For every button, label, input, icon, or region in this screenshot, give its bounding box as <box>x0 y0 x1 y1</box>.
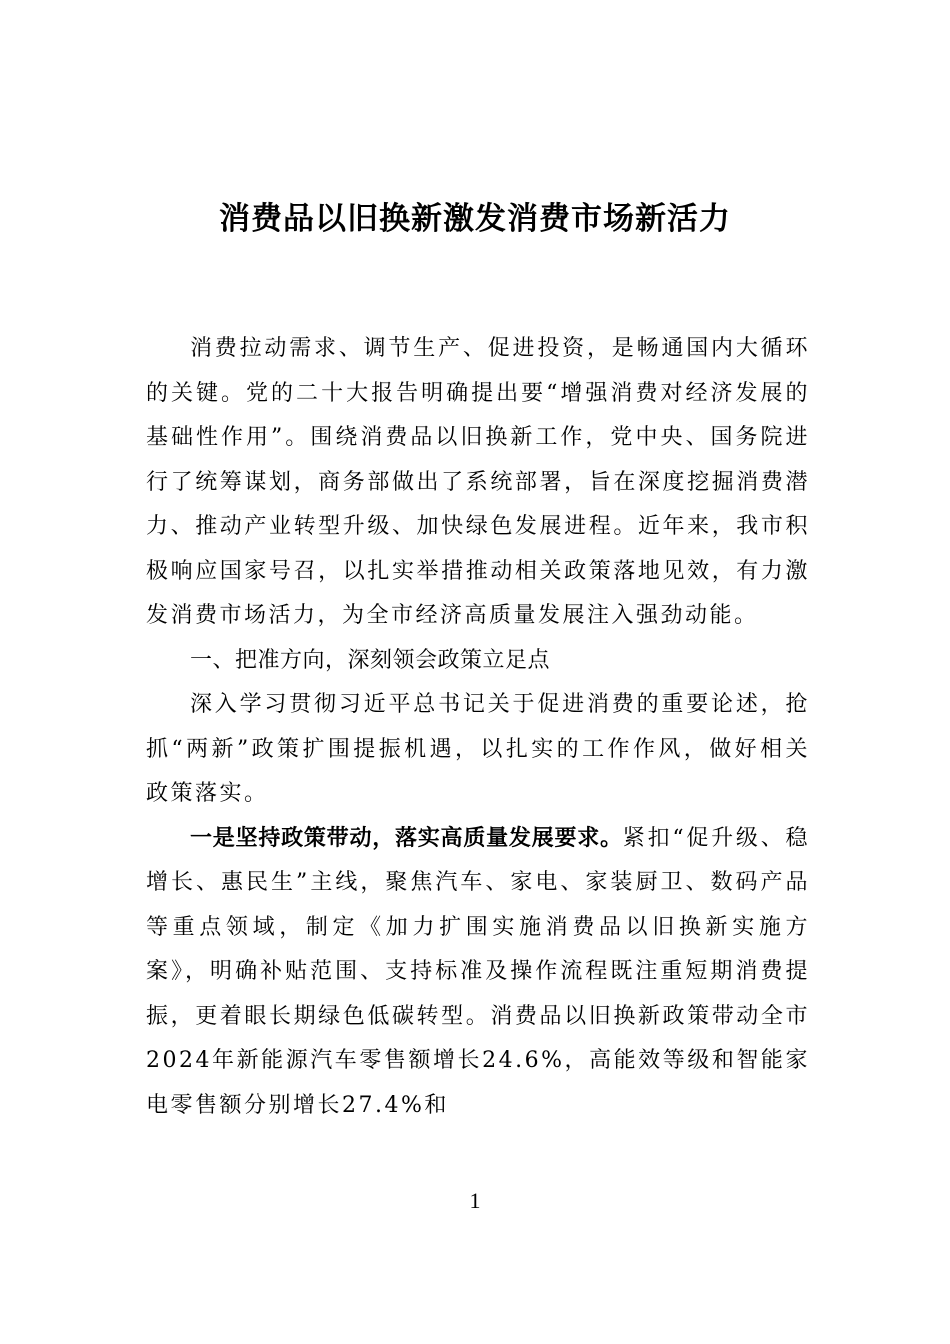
section-heading: 一、把准方向，深刻领会政策立足点 <box>190 647 551 673</box>
section-paragraph: 深入学习贯彻习近平总书记关于促进消费的重要论述，抢抓“两新”政策扩围提振机遇，以扎实的工作作风，做好相关政策落实。 <box>146 692 810 806</box>
intro-paragraph: 消费拉动需求、调节生产、促进投资，是畅通国内大循环的关键。党的二十大报告明确提出要“增强消费对经济发展的基础性作用”。围绕消费品以旧换新工作，党中央、国务院进行了统筹谋划，商务部做出了系统部署，旨在深度挖掘消费潜力、推动产业转型升级、加快绿色发展进程。近年来，我市积极响应国家号召，以扎实举措推动相关政策落地见效，有力激发消费市场活力，为全市经济高质量发展注入强劲动能。 <box>146 336 810 628</box>
point-paragraph <box>146 817 810 1129</box>
page-number: 1 <box>469 1188 481 1213</box>
document-body <box>146 327 810 1128</box>
point-text: 紧扣“促升级、稳增长、惠民生”主线，聚焦汽车、家电、家装厨卫、数码产品等重点领域，制定《加力扩围实施消费品以旧换新实施方案》，明确补贴范围、支持标准及操作流程既注重短期消费提振，更着眼长期绿色低碳转型。消费品以旧换新政策带动全市2024年新能源汽车零售额增长24.6%，高能效等级和智能家电零售额分别增长27.4%和 <box>146 825 810 1118</box>
point-lead: 一是坚持政策带动，落实高质量发展要求。 <box>190 825 623 851</box>
document-title: 消费品以旧换新激发消费市场新活力 <box>219 201 731 237</box>
